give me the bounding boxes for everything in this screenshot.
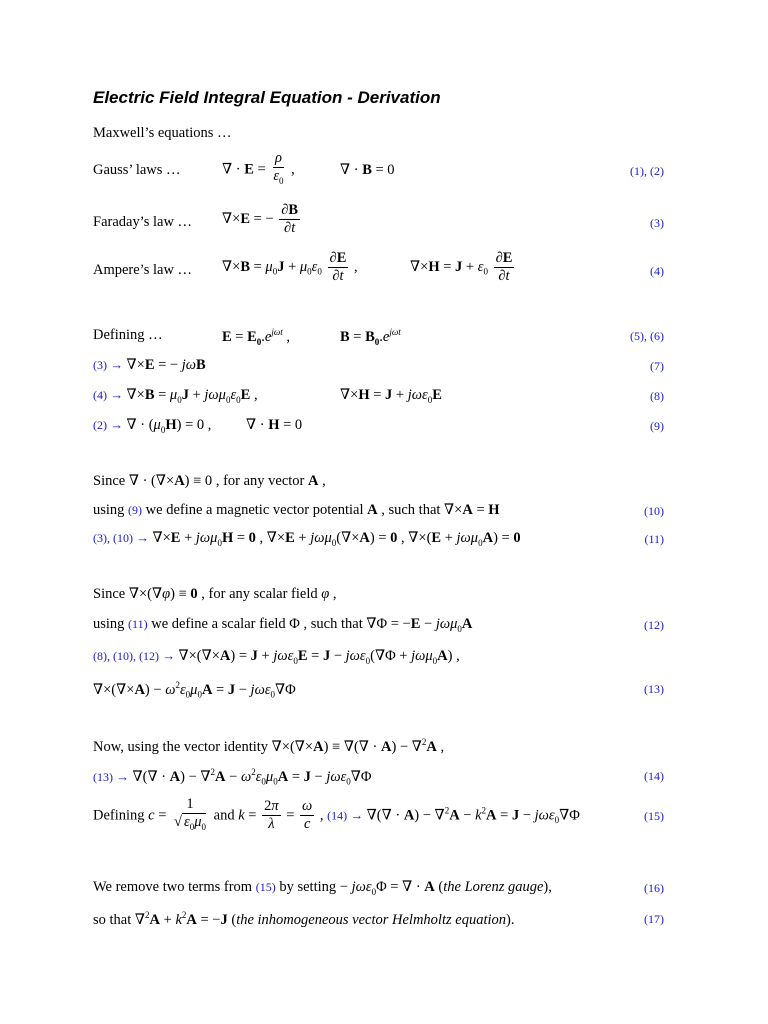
ref-11: (11) bbox=[128, 617, 148, 631]
gauss-equation-b: ∇ · B = 0 bbox=[340, 162, 395, 178]
ampere-equation-b: $\nabla\times B = \mu_0J + \mu_0\varepsilon_0$ $\frac{\partial E}{\partial t}$ , bbox=[222, 250, 358, 284]
ref-9: (9) bbox=[128, 503, 143, 517]
equation-7: (3) → ∇×E = − jωB bbox=[93, 357, 206, 373]
equation-14: (13) → ∇(∇ · $A) - \nabla^2A - \omega^2\varepsilon_0\mu_0A = J - j\omega\varepsilon_0\nabla\Phi$ bbox=[93, 767, 372, 787]
ref-3-10: (3), (10) bbox=[93, 531, 133, 545]
equation-number: (7) bbox=[650, 359, 664, 373]
equation-9b: ∇ · H = 0 bbox=[246, 417, 303, 433]
equation-13b: $\nabla\times(\nabla\times A) - \omega^2\varepsilon_0\mu_0A = J - j\omega\varepsilon_0\nabla\Phi$ bbox=[93, 680, 296, 700]
equation-8a: $(4) \to \nabla\times B = \mu_0J + j\omega\mu_0\varepsilon_0E$ , bbox=[93, 387, 258, 405]
faraday-label: Faraday’s law … bbox=[93, 214, 193, 230]
gauss-equation-e: ∇ · E = $\frac{\rho}{\varepsilon_0}$ , bbox=[222, 150, 295, 186]
equation-16: We remove two terms from (15) by setting − jωε$_0$Φ = ∇ · A (the Lorenz gauge), bbox=[93, 879, 552, 897]
since-scalar-line: Since ∇×(∇φ) ≡ 0 , for any scalar field φ , bbox=[93, 586, 337, 602]
ref-15: (15) bbox=[255, 880, 276, 894]
equation-number: (17) bbox=[644, 912, 664, 926]
equation-number: (3) bbox=[650, 216, 664, 230]
vector-identity-line: Now, using the vector identity ∇×(∇×A) ≡ ∇(∇ · A) − ∇$^2$A , bbox=[93, 737, 445, 755]
equation-15: Defining c = $\frac{1}{√ \varepsilon_0\mu_0}$ and k = $\frac{2\pi}{\lambda}$ = $\frac{\omega}{c}$ , (14) → ∇(∇ · $A) - \nabla^2A - k^2A = J - j\omega\varepsilon_0\nabla\Phi$ bbox=[93, 796, 580, 833]
equation-number: (1), (2) bbox=[630, 164, 664, 178]
ref-2: (2) bbox=[93, 418, 107, 432]
page-title: Electric Field Integral Equation - Derivation bbox=[93, 88, 441, 107]
ref-14: (14) bbox=[327, 808, 348, 823]
equation-11: (3), (10) → ∇×E + jωμ$_0$H = 0 , ∇×E + jωμ$_0$(∇×A) = 0 , ∇×(E + jωμ$_0$A) = 0 bbox=[93, 530, 521, 548]
ampere-equation-h: $\nabla\times H = J + \varepsilon_0$ $\frac{\partial E}{\partial t}$ bbox=[410, 250, 513, 284]
ref-13: (13) bbox=[93, 769, 113, 784]
equation-13a: (8), (10), (12) → ∇×(∇×A) = J + jωε$_0$E = J − jωε$_0$(∇Φ + jωμ$_0$A) , bbox=[93, 648, 460, 666]
ref-8-10-12: (8), (10), (12) bbox=[93, 649, 159, 663]
equation-17: so that $\nabla^2A + k^2A = -J$ (the inhomogeneous vector Helmholtz equation). bbox=[93, 910, 515, 928]
equation-number: (11) bbox=[644, 532, 664, 546]
since-vector-line: Since ∇ · (∇×A) ≡ 0 , for any vector A , bbox=[93, 473, 326, 489]
using-11-line: using (11) we define a scalar field Φ , such that ∇Φ = −E − jωμ$_0$A bbox=[93, 616, 473, 634]
using-9-line: using (9) we define a magnetic vector potential A , such that ∇×A = H bbox=[93, 502, 500, 518]
defining-e: $E = E_0.e^{j\omega t}$ , bbox=[222, 327, 290, 347]
equation-8b: ∇×H = J + jωε$_0$E bbox=[340, 387, 442, 405]
ampere-label: Ampere’s law … bbox=[93, 262, 193, 278]
equation-number: (14) bbox=[644, 769, 664, 783]
equation-number: (12) bbox=[644, 618, 664, 632]
equation-number: (15) bbox=[644, 809, 664, 823]
ref-4: (4) bbox=[93, 388, 107, 402]
equation-number: (4) bbox=[650, 264, 664, 278]
equation-number: (16) bbox=[644, 881, 664, 895]
faraday-equation: ∇×E = − $\frac{\partial B}{\partial t}$ bbox=[222, 202, 299, 236]
equation-number: (10) bbox=[644, 504, 664, 518]
equation-number: (5), (6) bbox=[630, 329, 664, 343]
equation-9a: (2) → ∇ · $(\mu_0H) = 0$ , bbox=[93, 417, 212, 435]
equation-number: (8) bbox=[650, 389, 664, 403]
intro-text: Maxwell’s equations … bbox=[93, 125, 232, 141]
defining-b: $B = B_0.e^{j\omega t}$ bbox=[340, 327, 401, 347]
defining-label: Defining … bbox=[93, 327, 163, 343]
equation-number: (9) bbox=[650, 419, 664, 433]
gauss-label: Gauss’ laws … bbox=[93, 162, 181, 178]
equation-number: (13) bbox=[644, 682, 664, 696]
ref-3: (3) bbox=[93, 358, 107, 372]
